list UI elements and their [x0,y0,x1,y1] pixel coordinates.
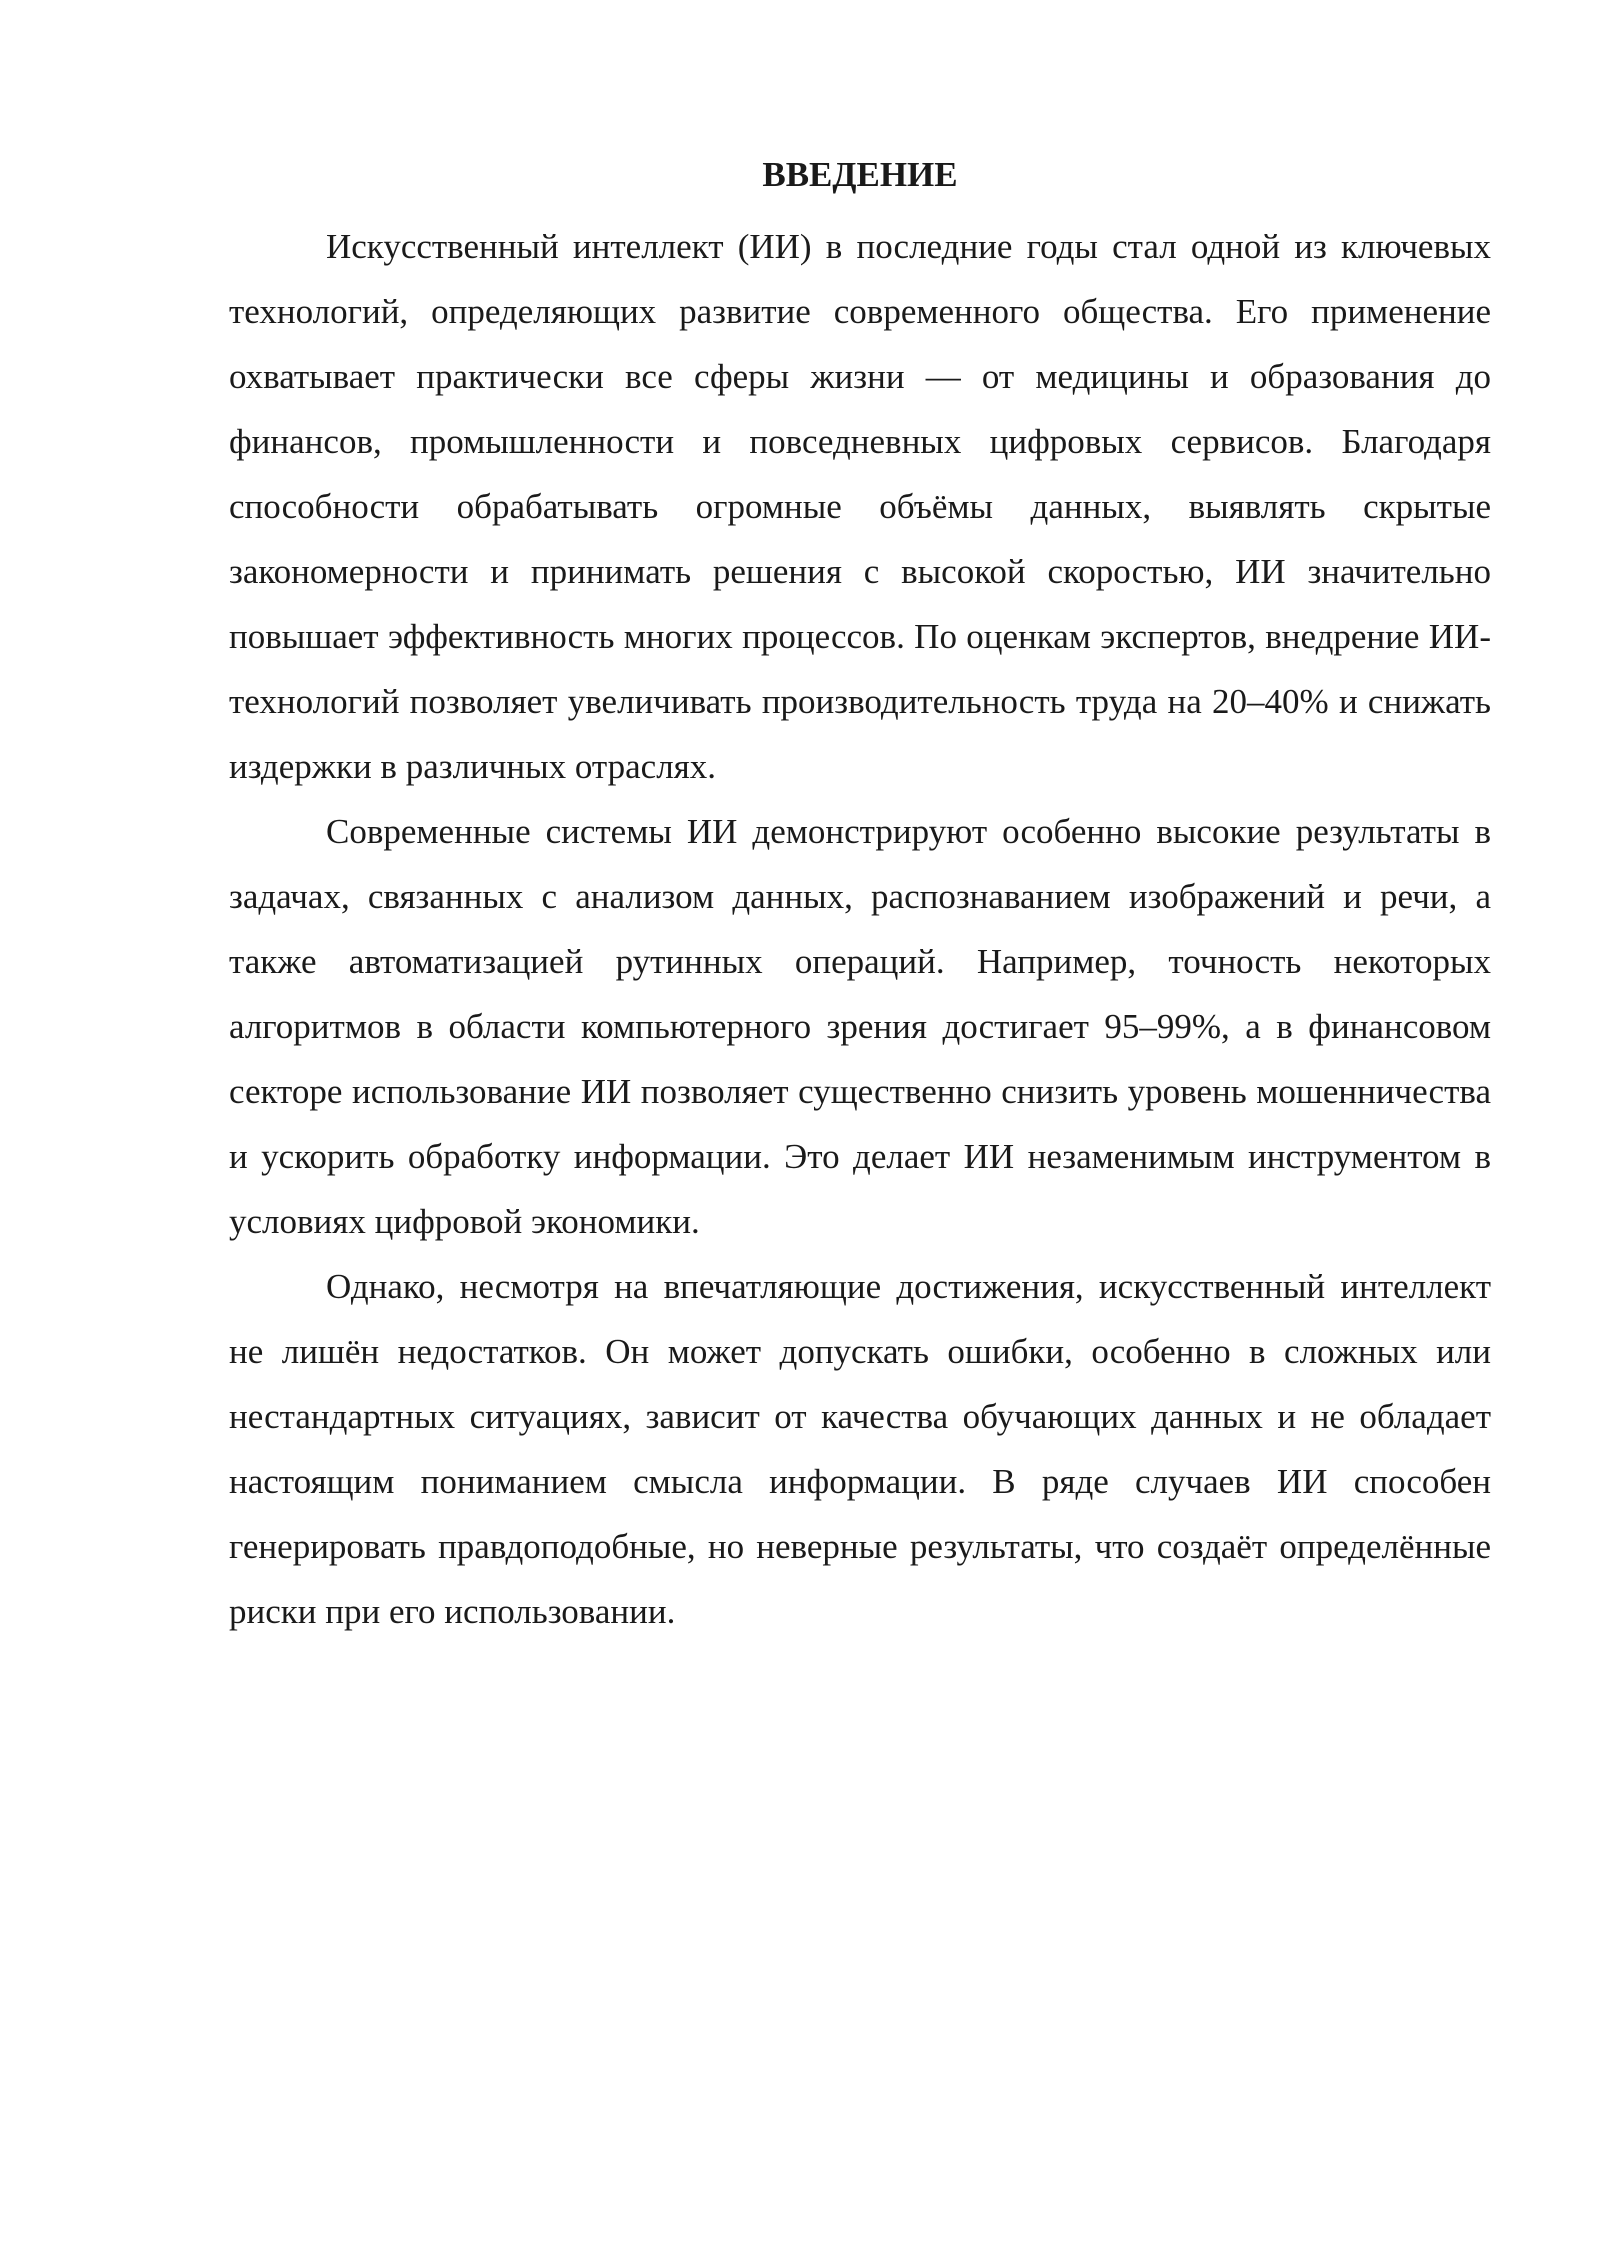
document-body [229,150,1491,1644]
paragraph-1: Искусственный интеллект (ИИ) в последние годы стал одной из ключевых технологий, определяющих развитие современного общества. Его применение охватывает практически все сферы жизни — от медицины и образования до финансов, промышленности и повседневных цифровых сервисов. Благодаря способности обрабатывать огромные объёмы данных, выявлять скрытые закономерности и принимать решения с высокой скоростью, ИИ значительно повышает эффективность многих процессов. По оценкам экспертов, внедрение ИИ-технологий позволяет увеличивать производительность труда на 20–40% и снижать издержки в различных отраслях. [229,227,1491,786]
paragraph-2: Современные системы ИИ демонстрируют особенно высокие результаты в задачах, связанных с анализом данных, распознаванием изображений и речи, а также автоматизацией рутинных операций. Например, точность некоторых алгоритмов в области компьютерного зрения достигает 95–99%, а в финансовом секторе использование ИИ позволяет существенно снизить уровень мошенничества и ускорить обработку информации. Это делает ИИ незаменимым инструментом в условиях цифровой экономики. [229,812,1491,1241]
page-title: ВВЕДЕНИЕ [762,155,958,194]
paragraph-3: Однако, несмотря на впечатляющие достижения, искусственный интеллект не лишён недостатков. Он может допускать ошибки, особенно в сложных или нестандартных ситуациях, зависит от качества обучающих данных и не обладает настоящим пониманием смысла информации. В ряде случаев ИИ способен генерировать правдоподобные, но неверные результаты, что создаёт определённые риски при его использовании. [229,1267,1491,1631]
